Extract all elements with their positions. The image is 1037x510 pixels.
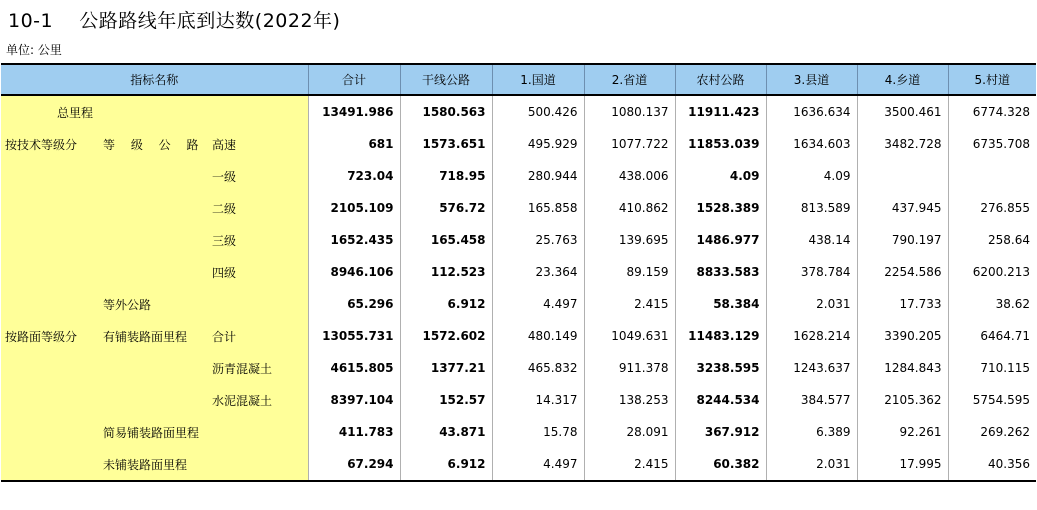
cell-township: 2105.362 [857, 384, 948, 416]
row-subcategory: 等外公路 [100, 288, 212, 320]
cell-total: 67.294 [308, 448, 400, 481]
cell-trunk: 43.871 [400, 416, 492, 448]
row-item [212, 95, 308, 128]
cell-national: 280.944 [492, 160, 584, 192]
cell-county: 378.784 [766, 256, 857, 288]
header-rural-road: 农村公路 [675, 64, 766, 95]
row-subcategory [100, 95, 212, 128]
cell-township: 17.733 [857, 288, 948, 320]
cell-village: 38.62 [948, 288, 1036, 320]
cell-national: 165.858 [492, 192, 584, 224]
cell-township: 3500.461 [857, 95, 948, 128]
row-category [1, 288, 100, 320]
cell-rural: 367.912 [675, 416, 766, 448]
cell-provincial: 438.006 [584, 160, 675, 192]
table-row [1, 95, 1036, 128]
cell-trunk: 1572.602 [400, 320, 492, 352]
cell-rural: 58.384 [675, 288, 766, 320]
row-item [212, 288, 308, 320]
cell-township: 17.995 [857, 448, 948, 481]
cell-trunk: 1580.563 [400, 95, 492, 128]
cell-village: 6200.213 [948, 256, 1036, 288]
row-item: 二级 [212, 192, 308, 224]
cell-county: 1636.634 [766, 95, 857, 128]
header-row [1, 64, 1036, 95]
table-row [1, 224, 1036, 256]
cell-total: 13055.731 [308, 320, 400, 352]
cell-village: 276.855 [948, 192, 1036, 224]
cell-provincial: 28.091 [584, 416, 675, 448]
cell-rural: 60.382 [675, 448, 766, 481]
unit-label: 单位: 公里 [6, 43, 62, 57]
table-row [1, 320, 1036, 352]
cell-county: 1628.214 [766, 320, 857, 352]
cell-township: 790.197 [857, 224, 948, 256]
header-trunk-road: 干线公路 [400, 64, 492, 95]
row-item: 一级 [212, 160, 308, 192]
cell-rural: 11483.129 [675, 320, 766, 352]
row-subcategory: 未铺装路面里程 [100, 448, 212, 481]
table-title: 10-1 公路路线年底到达数(2022年) [8, 10, 341, 32]
cell-trunk: 165.458 [400, 224, 492, 256]
table-row [1, 256, 1036, 288]
header-indicator-name: 指标名称 [1, 64, 308, 95]
cell-provincial: 410.862 [584, 192, 675, 224]
cell-rural: 1528.389 [675, 192, 766, 224]
header-total: 合计 [308, 64, 400, 95]
table-row [1, 416, 1036, 448]
table-row [1, 160, 1036, 192]
cell-county: 2.031 [766, 288, 857, 320]
cell-national: 15.78 [492, 416, 584, 448]
cell-rural: 8244.534 [675, 384, 766, 416]
cell-village [948, 160, 1036, 192]
row-item: 沥青混凝土 [212, 352, 308, 384]
cell-county: 384.577 [766, 384, 857, 416]
cell-village: 40.356 [948, 448, 1036, 481]
cell-village: 6735.708 [948, 128, 1036, 160]
cell-provincial: 2.415 [584, 288, 675, 320]
table-row [1, 352, 1036, 384]
cell-total: 2105.109 [308, 192, 400, 224]
row-category [1, 192, 100, 224]
cell-provincial: 1049.631 [584, 320, 675, 352]
cell-village: 6774.328 [948, 95, 1036, 128]
cell-total: 8946.106 [308, 256, 400, 288]
cell-national: 500.426 [492, 95, 584, 128]
cell-national: 25.763 [492, 224, 584, 256]
header-provincial-road: 2.省道 [584, 64, 675, 95]
cell-township: 1284.843 [857, 352, 948, 384]
cell-total: 4615.805 [308, 352, 400, 384]
cell-total: 65.296 [308, 288, 400, 320]
cell-provincial: 138.253 [584, 384, 675, 416]
cell-total: 1652.435 [308, 224, 400, 256]
row-category [1, 352, 100, 384]
cell-township: 92.261 [857, 416, 948, 448]
row-category: 按路面等级分 [1, 320, 100, 352]
row-item: 水泥混凝土 [212, 384, 308, 416]
cell-township: 3390.205 [857, 320, 948, 352]
row-item: 四级 [212, 256, 308, 288]
cell-village: 269.262 [948, 416, 1036, 448]
row-item [212, 416, 308, 448]
cell-township [857, 160, 948, 192]
cell-rural: 11911.423 [675, 95, 766, 128]
cell-national: 4.497 [492, 448, 584, 481]
cell-trunk: 152.57 [400, 384, 492, 416]
row-category [1, 224, 100, 256]
table-row [1, 384, 1036, 416]
cell-county: 1634.603 [766, 128, 857, 160]
cell-trunk: 718.95 [400, 160, 492, 192]
header-township-road: 4.乡道 [857, 64, 948, 95]
table-row [1, 288, 1036, 320]
cell-county: 438.14 [766, 224, 857, 256]
cell-county: 1243.637 [766, 352, 857, 384]
cell-rural: 4.09 [675, 160, 766, 192]
cell-national: 23.364 [492, 256, 584, 288]
cell-total: 681 [308, 128, 400, 160]
row-subcategory [100, 192, 212, 224]
header-national-road: 1.国道 [492, 64, 584, 95]
cell-county: 6.389 [766, 416, 857, 448]
row-item: 高速 [212, 128, 308, 160]
cell-trunk: 1377.21 [400, 352, 492, 384]
cell-rural: 11853.039 [675, 128, 766, 160]
row-category [1, 448, 100, 481]
cell-village: 6464.71 [948, 320, 1036, 352]
row-item [212, 448, 308, 481]
row-subcategory: 有铺装路面里程 [100, 320, 212, 352]
cell-provincial: 1077.722 [584, 128, 675, 160]
cell-village: 710.115 [948, 352, 1036, 384]
row-subcategory [100, 352, 212, 384]
header-village-road: 5.村道 [948, 64, 1036, 95]
row-item: 三级 [212, 224, 308, 256]
cell-trunk: 576.72 [400, 192, 492, 224]
cell-township: 2254.586 [857, 256, 948, 288]
row-category: 按技术等级分 [1, 128, 100, 160]
row-category [1, 160, 100, 192]
cell-village: 5754.595 [948, 384, 1036, 416]
cell-township: 437.945 [857, 192, 948, 224]
table-row [1, 128, 1036, 160]
row-subcategory: 等 级 公 路 [100, 128, 212, 160]
cell-township: 3482.728 [857, 128, 948, 160]
cell-total: 411.783 [308, 416, 400, 448]
cell-national: 495.929 [492, 128, 584, 160]
row-category [1, 256, 100, 288]
cell-rural: 3238.595 [675, 352, 766, 384]
row-subcategory [100, 160, 212, 192]
table-row [1, 448, 1036, 481]
cell-trunk: 6.912 [400, 448, 492, 481]
cell-provincial: 139.695 [584, 224, 675, 256]
cell-rural: 1486.977 [675, 224, 766, 256]
cell-provincial: 2.415 [584, 448, 675, 481]
row-subcategory [100, 224, 212, 256]
cell-rural: 8833.583 [675, 256, 766, 288]
cell-county: 813.589 [766, 192, 857, 224]
row-item: 合计 [212, 320, 308, 352]
cell-national: 465.832 [492, 352, 584, 384]
cell-county: 4.09 [766, 160, 857, 192]
row-subcategory: 简易铺装路面里程 [100, 416, 212, 448]
table-row [1, 192, 1036, 224]
row-category [1, 384, 100, 416]
cell-provincial: 911.378 [584, 352, 675, 384]
cell-provincial: 1080.137 [584, 95, 675, 128]
cell-national: 4.497 [492, 288, 584, 320]
road-length-table [1, 63, 1036, 482]
cell-county: 2.031 [766, 448, 857, 481]
cell-trunk: 6.912 [400, 288, 492, 320]
row-category: 总里程 [1, 95, 100, 128]
row-category [1, 416, 100, 448]
row-subcategory [100, 384, 212, 416]
header-county-road: 3.县道 [766, 64, 857, 95]
cell-trunk: 1573.651 [400, 128, 492, 160]
cell-provincial: 89.159 [584, 256, 675, 288]
cell-national: 14.317 [492, 384, 584, 416]
cell-total: 8397.104 [308, 384, 400, 416]
cell-village: 258.64 [948, 224, 1036, 256]
cell-national: 480.149 [492, 320, 584, 352]
row-subcategory [100, 256, 212, 288]
cell-total: 723.04 [308, 160, 400, 192]
cell-trunk: 112.523 [400, 256, 492, 288]
cell-total: 13491.986 [308, 95, 400, 128]
